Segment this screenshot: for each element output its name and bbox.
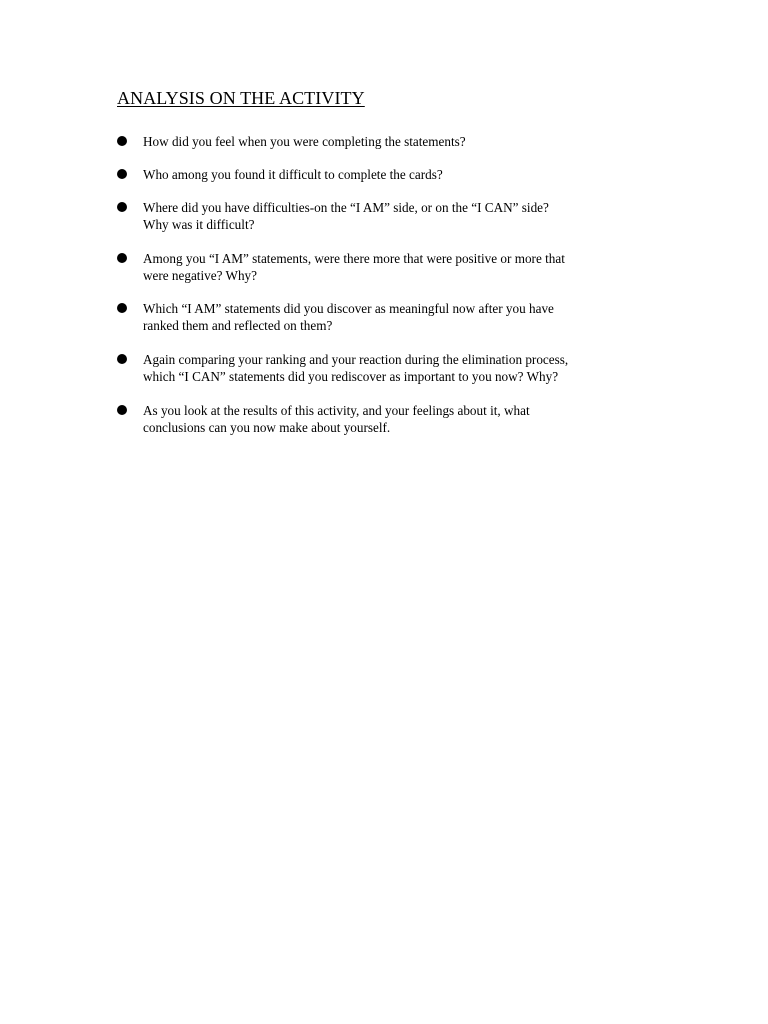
- bullet-icon: [117, 169, 127, 179]
- bullet-icon: [117, 136, 127, 146]
- question-line: were negative? Why?: [143, 268, 257, 283]
- question-line: which “I CAN” statements did you rediscover as important to you now? Why?: [143, 369, 559, 384]
- bullet-icon: [117, 354, 127, 364]
- bullet-icon: [117, 202, 127, 212]
- question-text: [143, 351, 653, 385]
- question-line: Among you “I AM” statements, were there more that were positive or more that: [143, 251, 565, 266]
- question-line: Why was it difficult?: [143, 217, 255, 232]
- question-line: Where did you have difficulties-on the “I AM” side, or on the “I CAN” side?: [143, 200, 549, 215]
- question-line: conclusions can you now make about yourself.: [143, 420, 391, 435]
- question-text: [143, 199, 653, 233]
- question-line: How did you feel when you were completing the statements?: [143, 134, 466, 149]
- question-line: As you look at the results of this activity, and your feelings about it, what: [143, 403, 530, 418]
- question-text: [143, 166, 653, 183]
- question-line: Who among you found it difficult to complete the cards?: [143, 167, 443, 182]
- document-title: ANALYSIS ON THE ACTIVITY: [117, 88, 365, 108]
- question-line: Which “I AM” statements did you discover as meaningful now after you have: [143, 301, 554, 316]
- question-line: ranked them and reflected on them?: [143, 318, 333, 333]
- bullet-icon: [117, 303, 127, 313]
- question-line: Again comparing your ranking and your reaction during the elimination process,: [143, 352, 569, 367]
- bullet-icon: [117, 253, 127, 263]
- question-text: [143, 250, 653, 284]
- question-text: [143, 402, 653, 436]
- bullet-icon: [117, 405, 127, 415]
- question-text: [143, 133, 653, 150]
- question-text: [143, 300, 653, 334]
